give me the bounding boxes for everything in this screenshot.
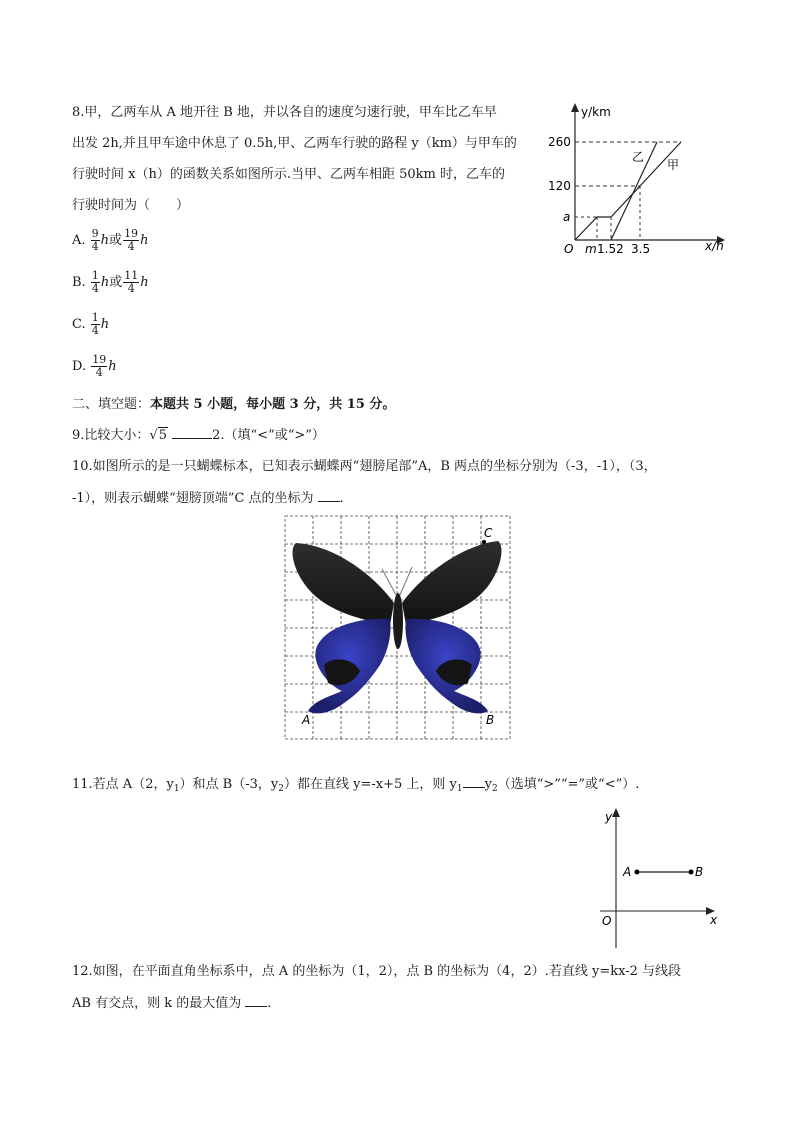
fraction: $\frac{11}{4}$ (124, 269, 139, 295)
point-b-label: B (695, 865, 704, 879)
section-header (72, 396, 395, 414)
q10-prompt: -1），则表示蝴蝶“翅膀顶端”C 点的坐标为 (72, 491, 314, 506)
tick-120: 120 (548, 179, 571, 193)
q10-line1: 10.如图所示的是一只蝴蝶标本，已知表示蝴蝶两“翅膀尾部”A，B 两点的坐标分别为（-3，-1），（3， (72, 459, 657, 474)
point-c-label: C (484, 526, 493, 540)
tick-m: m (585, 242, 597, 256)
y-axis-label: y/km (581, 105, 611, 119)
y-axis-arrow-icon (571, 103, 579, 112)
y-label: y (605, 810, 613, 824)
q11: 11.若点 A（2，$y_1$）和点 B（-3，$y_2$）都在直线 y=-x+5 上，则 $y_1$ $y_2$（选填“>”“=”或“<”）. (72, 777, 640, 794)
tick-260: 260 (548, 135, 571, 149)
butterfly-grid-figure (284, 515, 512, 741)
section-rules: 本题共 5 小题，每小题 3 分，共 15 分。 (150, 397, 396, 412)
tick-a: a (563, 210, 571, 224)
q8-option-a: A. $\frac{9}{4}$ h或 $\frac{19}{4}$ h (72, 227, 149, 253)
q8-distance-time-graph (545, 98, 730, 258)
point-b-label: B (486, 713, 495, 727)
q10-line2: -1），则表示蝴蝶“翅膀顶端”C 点的坐标为 . (72, 491, 344, 506)
q11-answer-blank[interactable] (463, 775, 485, 788)
point-c (482, 540, 486, 544)
point-b (689, 870, 694, 875)
q8-line4: 行驶时间为（ ） (72, 198, 190, 213)
option-label: C. (72, 317, 86, 332)
q12-line2: AB 有交点，则 k 的最大值为 . (72, 996, 272, 1011)
q8-line1: 8.甲，乙两车从 A 地开往 B 地，并以各自的速度匀速行驶，甲车比乙车早 (72, 105, 497, 120)
q8-line2: 出发 2h,并且甲车途中休息了 0.5h,甲、乙两车行驶的路程 y（km）与甲车的 (72, 136, 517, 151)
y-axis-arrow-icon (612, 808, 620, 817)
section-title: 二、填空题： (72, 397, 151, 412)
q9 (72, 426, 325, 445)
x-axis-label: x/h (705, 239, 724, 253)
q12-answer-blank[interactable] (245, 994, 267, 1007)
q12-coordinate-graph (590, 805, 725, 953)
point-a-label: A (302, 713, 311, 727)
q9-prompt: 9.比较大小： (72, 428, 150, 443)
point-a-label: A (623, 865, 632, 879)
fraction: $\frac{1}{4}$ (91, 311, 99, 337)
q10-answer-blank[interactable] (318, 489, 340, 502)
option-label: A. (72, 233, 86, 248)
option-label: B. (72, 275, 86, 290)
point-a (635, 870, 640, 875)
origin-label: O (602, 914, 612, 928)
q8-option-b: B. $\frac{1}{4}$ h或 $\frac{11}{4}$ h (72, 269, 149, 295)
q8-option-d: D. $\frac{19}{4}$ h (72, 353, 117, 379)
origin-label: O (564, 242, 574, 256)
fraction: $\frac{1}{4}$ (91, 269, 99, 295)
series-yi-label: 乙 (632, 150, 645, 164)
q9-answer-blank[interactable] (172, 426, 212, 439)
tick-152: 1.52 (597, 242, 624, 256)
series-jia (575, 142, 681, 240)
q12-prompt: AB 有交点，则 k 的最大值为 (72, 996, 242, 1011)
q8-line3: 行驶时间 x（h）的函数关系如图所示.当甲、乙两车相距 50km 时，乙车的 (72, 167, 505, 182)
fraction: $\frac{9}{4}$ (91, 227, 99, 253)
fraction: $\frac{19}{4}$ (124, 227, 139, 253)
q12-line1: 12.如图，在平面直角坐标系中，点 A 的坐标为（1，2），点 B 的坐标为（4，2）.若直线 y=kx-2 与线段 (72, 964, 682, 979)
q9-hint: 2.（填“<”或“>”） (212, 428, 325, 443)
series-jia-label: 甲 (667, 158, 680, 172)
option-label: D. (72, 359, 87, 374)
q8-option-c: C. $\frac{1}{4}$ h (72, 311, 110, 337)
tick-35: 3.5 (631, 242, 651, 256)
sqrt-symbol: √5 (149, 428, 167, 443)
x-label: x (710, 913, 718, 927)
fraction: $\frac{19}{4}$ (92, 353, 107, 379)
